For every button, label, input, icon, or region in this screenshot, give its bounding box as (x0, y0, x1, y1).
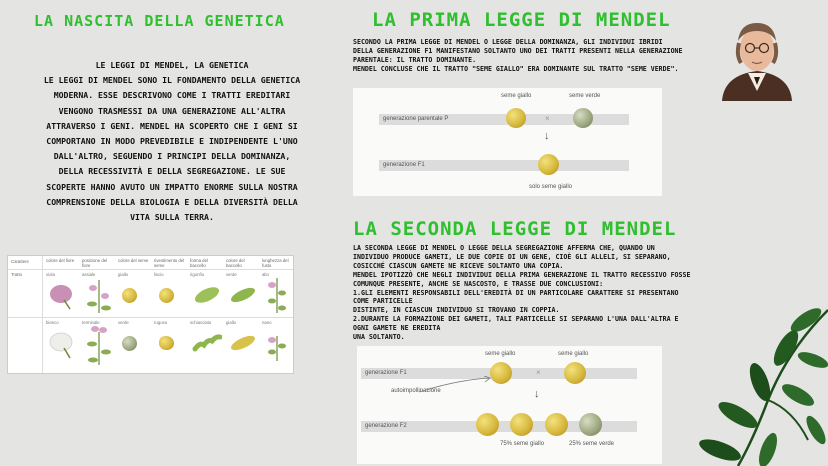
table-cell: rigonfio (190, 272, 205, 277)
purple-flower-icon (46, 280, 76, 310)
table-cell: nano (262, 320, 272, 325)
yellow-pea-f1 (538, 154, 559, 175)
table-cell: giallo (226, 320, 237, 325)
table-row-header: Tratto (11, 272, 23, 277)
table-corner: Carattere (11, 259, 29, 264)
yellow-seed-icon (122, 288, 137, 303)
row-f1-generation: generazione F1 (383, 162, 425, 168)
left-body (40, 58, 304, 225)
table-cell: terminale (82, 320, 100, 325)
first-law-text-2: MENDEL CONCLUSE CHE IL TRATTO "SEME GIALLO" ERA DOMINANTE SUL TRATTO "SEME VERDE". (353, 64, 679, 73)
caption-only-yellow: solo seme giallo (529, 184, 573, 190)
green-seed-icon (122, 336, 137, 351)
arrow-down-icon: ↓ (534, 388, 540, 400)
cross-symbol: × (536, 368, 541, 377)
self-pollination-label: autoimpollinazione (391, 388, 441, 394)
yellow-pea-f1-b (564, 362, 586, 384)
yellow-pea-f2-3 (545, 413, 568, 436)
first-law-text (353, 38, 683, 74)
first-law-text-1: SECONDO LA PRIMA LEGGE DI MENDEL O LEGGE DELLA DOMINANZA, GLI INDIVIDUI IBRIDI DELLA GENERAZIONE F1 MANIFESTANO SOLTANTO UNO DEI TRATTI PRESENTI NELLA GENERAZIONE PARENTALE: IL TRATTO DOMINANTE. (353, 38, 683, 64)
dwarf-plant-icon (264, 332, 290, 362)
inflated-pod-icon (192, 284, 222, 306)
table-cell: schiacciato (190, 320, 212, 325)
table-cell: liscio (154, 272, 164, 277)
row-f1-generation: generazione F1 (365, 370, 407, 376)
yellow-pod-icon (228, 332, 258, 354)
green-pea-f2 (579, 413, 602, 436)
table-cell: giallo (118, 272, 129, 277)
leafy-vine-icon (698, 290, 828, 466)
table-col-header: colore del baccello (226, 258, 245, 268)
table-cell: verde (118, 320, 129, 325)
terminal-flower-plant-icon (84, 324, 114, 366)
tall-plant-icon (264, 276, 290, 314)
yellow-pea-parent (506, 108, 526, 128)
second-law-text-6: UNA SOLTANTO. (353, 333, 405, 342)
second-law-text (353, 244, 693, 342)
row-f2-generation: generazione F2 (365, 423, 407, 429)
yellow-pea-f2-1 (476, 413, 499, 436)
cross-symbol: × (545, 114, 550, 123)
second-law-text-1: LA SECONDA LEGGE DI MENDEL O LEGGE DELLA SEGREGAZIONE AFFERMA CHE, QUANDO UN INDIVIDUO PRODUCE GAMETI, LE DUE COPIE DI UN GENE, CIOÈ GLI ALLELI, SI SEPARANO, COSICCHÉ CIASCUN GAMETE NE RICEVE SOLTANTO UNA COPIA. (353, 244, 671, 270)
caption-75-yellow: 75% seme giallo (500, 441, 545, 447)
white-flower-icon (46, 328, 76, 360)
self-pollination-arrow-icon (417, 376, 497, 396)
label-green-seed: seme verde (569, 93, 601, 99)
table-col-header: colore del fiore (46, 258, 75, 263)
table-col-header: lunghezza del fusto (262, 258, 289, 268)
table-col-header: posizione del fiore (82, 258, 108, 268)
wrinkled-seed-icon (159, 336, 174, 350)
table-cell: assiale (82, 272, 96, 277)
table-cell: rugoso (154, 320, 168, 325)
constricted-pod-icon (192, 332, 222, 354)
table-cell: bianco (46, 320, 59, 325)
label-yellow-seed-2: seme giallo (558, 351, 589, 357)
left-body-heading: LE LEGGI DI MENDEL, LA GENETICA (95, 60, 249, 70)
green-pod-icon (228, 284, 258, 306)
table-col-header: rivestimento del seme (154, 258, 185, 268)
arrow-down-icon: ↓ (544, 130, 550, 142)
left-body-text: LE LEGGI DI MENDEL SONO IL FONDAMENTO DELLA GENETICA MODERNA. ESSE DESCRIVONO COME I TRATTI EREDITARI VENGONO TRASMESSI DA UNA GENERAZIONE ALL'ALTRA ATTRAVERSO I GENI. MENDEL HA SCOPERTO CHE I GENI SI COMPORTANO IN MODO PREVEDIBILE E INDIPENDENTE L'UNO DALL'ALTRO, SEGUENDO I PRINCIPI DELLA DOMINANZA, DELLA RECESSIVITÀ E DELLA SEGREGAZIONE. LE SUE SCOPERTE HANNO AVUTO UN IMPATTO ENORME SULLA NOSTRA COMPRENSIONE DELLA BIOLOGIA E DELLA DIVERSITÀ DELLA VITA SULLA TERRA. (43, 75, 301, 223)
first-law-diagram (353, 88, 662, 196)
table-col-header: colore del seme (118, 258, 149, 263)
second-law-text-4: DISTINTE, IN CIASCUN INDIVIDUO SI TROVANO IN COPPIA. (353, 306, 560, 315)
table-col-header: forma del baccello (190, 258, 208, 268)
left-title: LA NASCITA DELLA GENETICA (34, 12, 285, 30)
traits-table (7, 255, 294, 374)
label-yellow-seed: seme giallo (501, 93, 532, 99)
green-pea-parent (573, 108, 593, 128)
second-law-diagram (357, 346, 662, 464)
second-law-text-2: MENDEL IPOTIZZÒ CHE NEGLI INDIVIDUI DELLA PRIMA GENERAZIONE IL TRATTO RECESSIVO FOSSE COMUNQUE PRESENTE, ANCHE SE NASCOSTO, E TRASSE DUE CONCLUSIONI: (353, 270, 691, 288)
row-parental-generation: generazione parentale P (383, 116, 449, 122)
table-cell: viola (46, 272, 55, 277)
first-law-title: LA PRIMA LEGGE DI MENDEL (372, 9, 671, 31)
mendel-portrait-icon (710, 13, 804, 101)
smooth-seed-icon (159, 288, 174, 303)
axial-flower-plant-icon (84, 278, 114, 314)
second-law-text-5: 2.DURANTE LA FORMAZIONE DEI GAMETI, TALI PARTICELLE SI SEPARANO L'UNA DALL'ALTRA E OGNI GAMETE NE EREDITA (353, 315, 679, 333)
table-cell: verde (226, 272, 237, 277)
second-law-text-3: 1.GLI ELEMENTI RESPONSABILI DELL'EREDITÀ DI UN PARTICOLARE CARATTERE SI PRESENTANO COME PARTICELLE (353, 288, 679, 306)
yellow-pea-f2-2 (510, 413, 533, 436)
table-cell: alto (262, 272, 269, 277)
label-yellow-seed-1: seme giallo (485, 351, 516, 357)
caption-25-green: 25% seme verde (569, 441, 615, 447)
second-law-title: LA SECONDA LEGGE DI MENDEL (353, 218, 677, 240)
